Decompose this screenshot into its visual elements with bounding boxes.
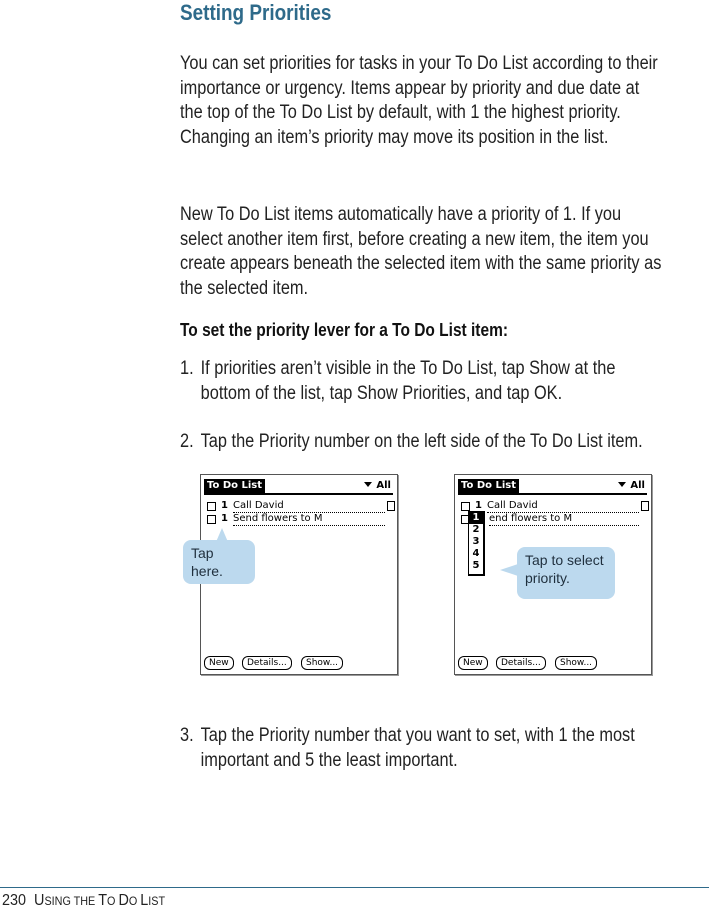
step-text: If priorities aren’t visible in the To Do List, tap Show at the bottom of the list, tap Show Priorities, and tap OK. bbox=[200, 358, 616, 404]
page-heading: Setting Priorities bbox=[180, 0, 332, 25]
step-3 bbox=[180, 724, 662, 773]
footer-rule bbox=[0, 887, 709, 888]
step-text: Tap the Priority number that you want to set, with 1 the most important and 5 the least important. bbox=[200, 725, 635, 771]
palm-app-title: To Do List bbox=[458, 479, 519, 493]
callout-line: priority. bbox=[525, 570, 570, 586]
note-icon[interactable] bbox=[387, 501, 395, 511]
palm-title-bar bbox=[458, 479, 647, 495]
dropdown-triangle-icon bbox=[364, 482, 372, 487]
page-number: 230 bbox=[2, 892, 27, 909]
todo-item-text[interactable]: Call David bbox=[487, 500, 639, 513]
dropdown-triangle-icon bbox=[618, 482, 626, 487]
category-picker[interactable]: All bbox=[618, 479, 645, 493]
callout-tap-to-select bbox=[517, 547, 615, 599]
checkbox[interactable] bbox=[207, 502, 216, 511]
step-number: 1. bbox=[180, 358, 194, 379]
priority-number[interactable]: 1 bbox=[221, 500, 228, 511]
details-button[interactable]: Details... bbox=[496, 656, 546, 670]
todo-item[interactable] bbox=[459, 500, 645, 512]
step-2 bbox=[180, 430, 662, 455]
new-button[interactable]: New bbox=[204, 656, 234, 670]
priority-number[interactable]: 1 bbox=[475, 500, 482, 511]
procedure-subheading: To set the priority lever for a To Do List item: bbox=[180, 320, 508, 340]
todo-item[interactable] bbox=[205, 500, 391, 512]
todo-item[interactable] bbox=[459, 513, 645, 525]
show-button[interactable]: Show... bbox=[301, 656, 343, 670]
details-button[interactable]: Details... bbox=[242, 656, 292, 670]
priority-option[interactable]: 5 bbox=[472, 560, 480, 571]
priority-option[interactable]: 1 bbox=[469, 512, 483, 524]
checkbox[interactable] bbox=[207, 515, 216, 524]
step-1 bbox=[180, 357, 662, 406]
step-number: 3. bbox=[180, 725, 194, 746]
step-number: 2. bbox=[180, 431, 194, 452]
checkbox[interactable] bbox=[461, 502, 470, 511]
step-text: Tap the Priority number on the left side of the To Do List item. bbox=[200, 431, 643, 452]
priority-option[interactable]: 2 bbox=[472, 524, 480, 535]
todo-item-text[interactable]: Send flowers to M bbox=[233, 513, 385, 526]
palm-title-bar bbox=[204, 479, 393, 495]
callout-line: Tap to select bbox=[525, 552, 604, 568]
paragraph-priorities-intro: You can set priorities for tasks in your To Do List according to their importance or urgency. Items appear by priority and due date at the top of the To Do List by default, with 1 the highest priority. Changing an item’s priority may move its position in the list. bbox=[180, 53, 658, 148]
category-picker[interactable]: All bbox=[364, 479, 391, 493]
paragraph-new-items: New To Do List items automatically have a priority of 1. If you select another item first, before creating a new item, the item you create appears beneath the selected item with the same priority as the selected item. bbox=[180, 204, 662, 299]
priority-option[interactable]: 3 bbox=[472, 536, 480, 547]
todo-item-text[interactable]: Call David bbox=[233, 500, 385, 513]
page-footer bbox=[2, 892, 165, 910]
callout-tap-here: Tap here. bbox=[183, 540, 255, 584]
note-icon[interactable] bbox=[641, 501, 649, 511]
priority-option[interactable]: 4 bbox=[472, 548, 480, 559]
palm-app-title: To Do List bbox=[204, 479, 265, 493]
new-button[interactable]: New bbox=[458, 656, 488, 670]
priority-popup-list[interactable] bbox=[468, 511, 485, 576]
todo-item-text[interactable]: end flowers to M bbox=[489, 513, 639, 526]
callout-pointer bbox=[500, 564, 518, 576]
show-button[interactable]: Show... bbox=[555, 656, 597, 670]
priority-number[interactable]: 1 bbox=[221, 513, 228, 524]
section-title: USING THE TO DO LIST bbox=[34, 892, 166, 909]
todo-item[interactable] bbox=[205, 513, 391, 525]
